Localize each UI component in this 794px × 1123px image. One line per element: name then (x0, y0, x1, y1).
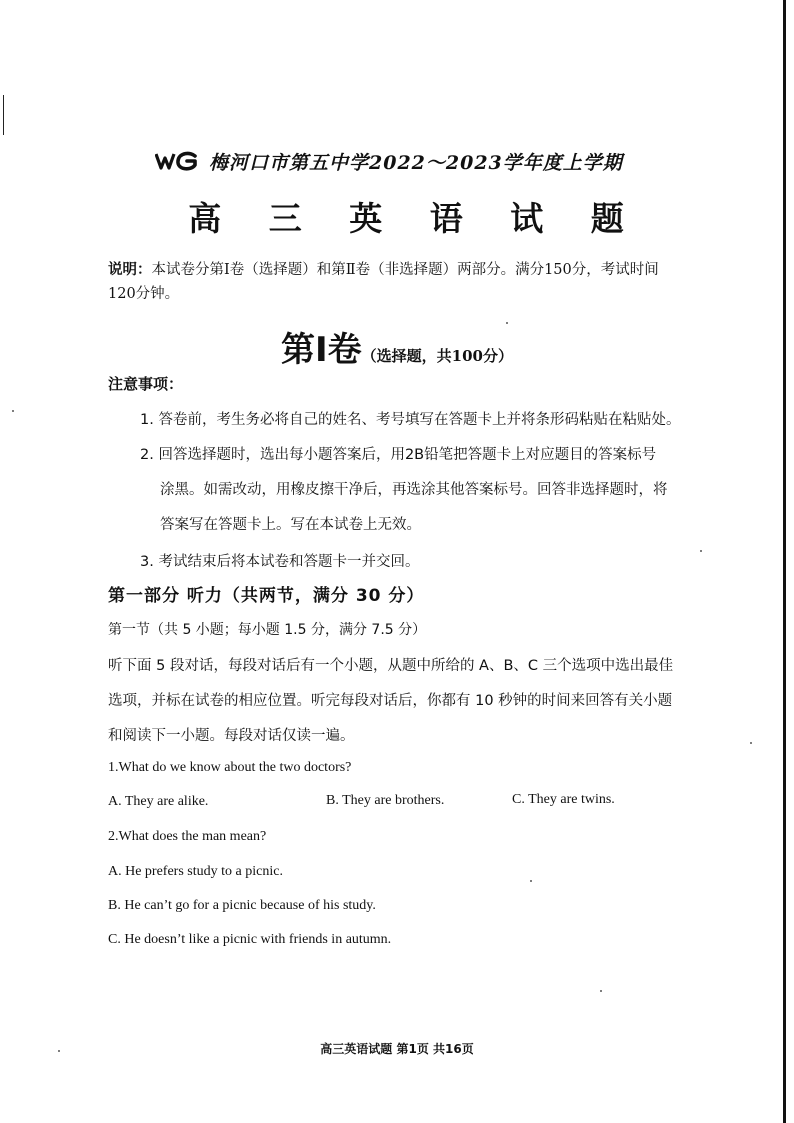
notice-item-3: 3. 考试结束后将本试卷和答题卡一并交回。 (140, 554, 420, 570)
notice-item-2-cont-1: 涂黑。如需改动，用橡皮擦干净后，再选涂其他答案标号。回答非选择题时，将 (160, 482, 668, 498)
scan-speck (700, 550, 702, 552)
instruction-line-3: 和阅读下一小题。每段对话仅读一遍。 (108, 728, 355, 744)
notice-item-2-cont-2: 答案写在答题卡上。写在本试卷上无效。 (160, 517, 421, 533)
description-line1: 本试卷分第Ⅰ卷（选择题）和第Ⅱ卷（非选择题）两部分。满分150分，考试时间 (151, 262, 659, 278)
scan-edge-right (783, 0, 786, 1123)
question-2-option-b: B. He can’t go for a picnic because of his study. (108, 898, 376, 913)
school-logo-icon (155, 150, 205, 172)
question-1-option-b: B. They are brothers. (326, 793, 445, 808)
question-2-option-c: C. He doesn’t like a picnic with friends in autumn. (108, 932, 392, 947)
exam-header (155, 147, 623, 175)
school-name-line: 梅河口市第五中学2022～2023学年度上学期 (209, 151, 623, 174)
question-1-option-c: C. They are twins. (512, 792, 615, 807)
volume-title (0, 322, 794, 371)
scan-speck (530, 880, 532, 882)
scan-speck (750, 742, 752, 744)
question-2-option-a: A. He prefers study to a picnic. (108, 864, 283, 879)
instruction-line-1: 听下面 5 段对话，每段对话后有一个小题，从题中所给的 A、B、C 三个选项中选出最佳 (108, 658, 674, 674)
volume-subtitle: （选择题，共100分） (361, 347, 513, 365)
description-line2: 120分钟。 (108, 286, 180, 302)
notice-item-1: 1. 答卷前，考生务必将自己的姓名、考号填写在答题卡上并将条形码粘贴在粘贴处。 (140, 412, 681, 428)
description-label: 说明： (108, 261, 152, 278)
section1-heading: 第一节（共 5 小题；每小题 1.5 分，满分 7.5 分） (108, 622, 427, 638)
page-footer: 高三英语试题 第1页 共16页 (320, 1042, 474, 1056)
notice-item-2: 2. 回答选择题时，选出每小题答案后，用2B铅笔把答题卡上对应题目的答案标号 (140, 447, 657, 463)
exam-description (108, 258, 728, 306)
instruction-line-2: 选项，并标在试卷的相应位置。听完每段对话后，你都有 10 秒钟的时间来回答有关小题 (108, 693, 673, 709)
volume-name: 第Ⅰ卷 (281, 330, 362, 370)
question-2-stem: 2.What does the man mean? (108, 829, 267, 844)
scan-edge-left (3, 95, 4, 135)
question-1-stem: 1.What do we know about the two doctors? (108, 760, 352, 775)
scan-speck (600, 990, 602, 992)
part1-heading: 第一部分 听力（共两节，满分 30 分） (108, 586, 425, 606)
exam-title: 高 三 英 语 试 题 (188, 199, 642, 238)
question-1-option-a: A. They are alike. (108, 794, 209, 809)
notice-heading: 注意事项： (108, 375, 184, 393)
scan-speck (12, 410, 14, 412)
